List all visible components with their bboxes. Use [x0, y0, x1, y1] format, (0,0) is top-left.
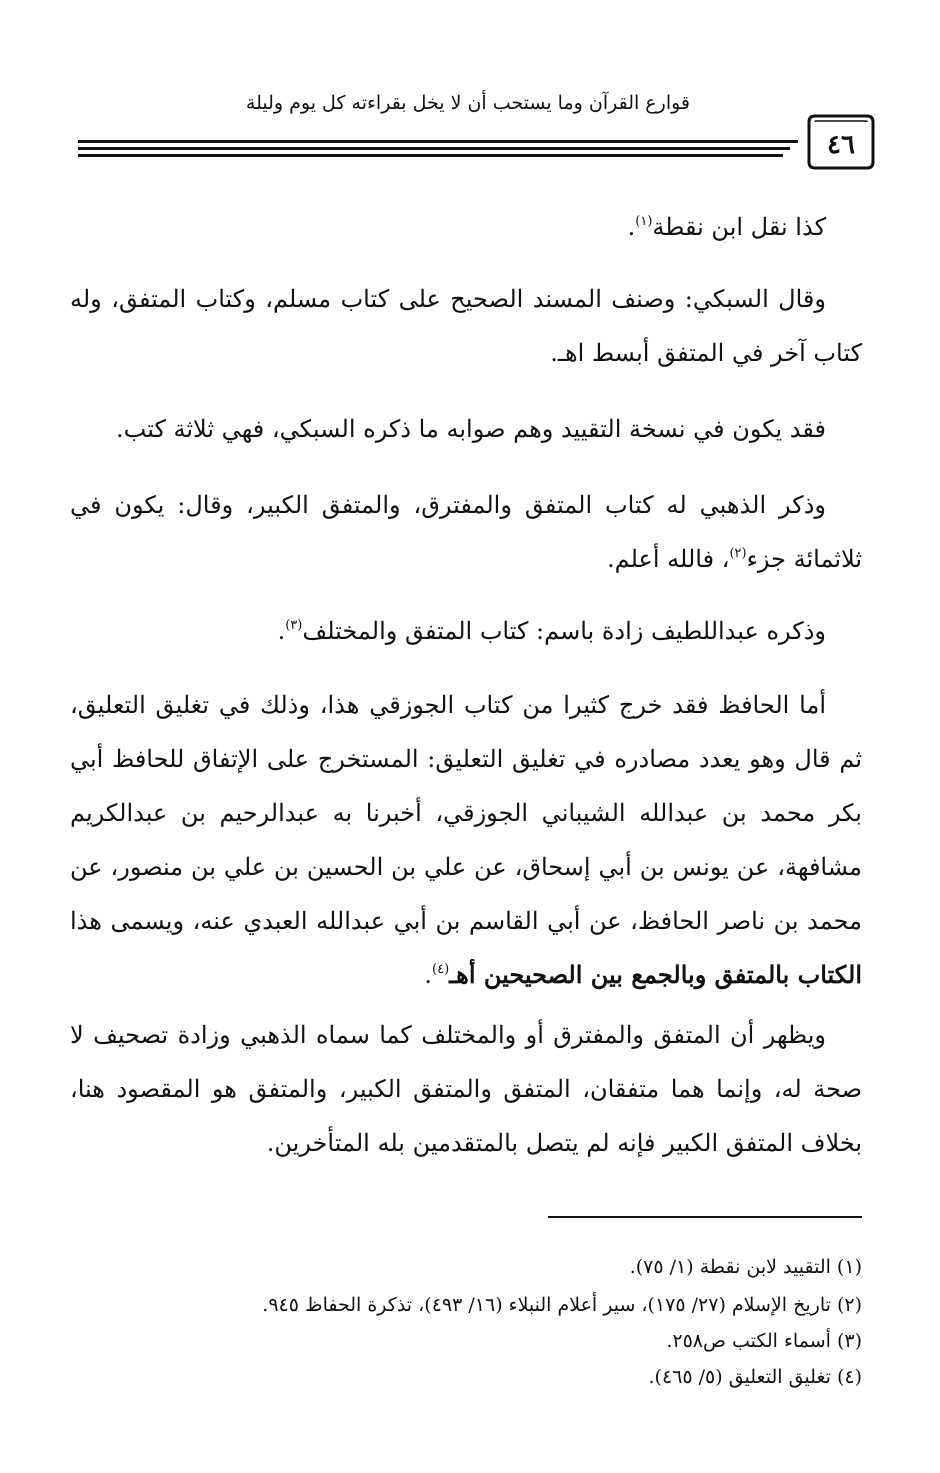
- footnote-ref: (٢): [729, 546, 747, 561]
- paragraph-2: وقال السبكي: وصنف المسند الصحيح على كتاب مسلم، وكتاب المتفق، وله كتاب آخر في المتفق أبسط اهـ.: [70, 285, 862, 367]
- footnote-4: (٤) تغليق التعليق (٥/ ٤٦٥).: [648, 1366, 862, 1388]
- footnote-3: (٣) أسماء الكتب ص٢٥٨.: [666, 1330, 862, 1352]
- paragraph-3: فقد يكون في نسخة التقييد وهم صوابه ما ذكره السبكي، فهي ثلاثة كتب.: [116, 415, 826, 443]
- bold-book-title: الكتاب بالمتفق وبالجمع بين الصحيحين أهـ: [449, 960, 862, 989]
- footnote-ref: (٣): [285, 618, 303, 633]
- footnote-separator: [548, 1216, 862, 1218]
- footnote-ref: (١): [635, 214, 653, 229]
- header-rule: [78, 154, 783, 157]
- footnote-1: (١) التقييد لابن نقطة (١/ ٧٥).: [629, 1256, 862, 1278]
- paragraph-7: ويظهر أن المتفق والمفترق أو والمختلف كما سماه الذهبي وزادة تصحيف لا صحة له، وإنما هما متفقان، المتفق والمتفق الكبير، والمتفق هو المقصود هنا، بخلاف المتفق الكبير فإنه لم يتصل بالمتقدمين بله المتأخرين.: [70, 1021, 862, 1157]
- paragraph-1: كذا نقل ابن نقطة$^{(١)}$.: [627, 213, 826, 241]
- page-number-frame: [803, 112, 879, 172]
- running-header-title: قوارع القرآن وما يستحب أن لا يخل بقراءته كل يوم وليلة: [245, 92, 690, 114]
- footnote-2: (٢) تاريخ الإسلام (٢٧/ ١٧٥)، سير أعلام النبلاء (١٦/ ٤٩٣)، تذكرة الحفاظ ٩٤٥.: [262, 1294, 862, 1316]
- footnote-ref: (٤): [432, 962, 450, 977]
- page-number: ٤٦: [827, 130, 855, 160]
- paragraph-5: وذكره عبداللطيف زادة باسم: كتاب المتفق والمختلف$^{(٣)}$.: [277, 617, 826, 645]
- paragraph-6: أما الحافظ فقد خرج كثيرا من كتاب الجوزقي هذا، وذلك في تغليق التعليق، ثم قال وهو يعدد مصادره في تغليق التعليق: المستخرج على الإتفاق للحافظ أبي بكر محمد بن عبدالله الشيباني الجوزقي، أخبرنا به عبدالرحيم بن عبدالكريم مشافهة، عن يونس بن أبي إسحاق، عن علي بن الحسين بن علي بن منصور، عن محمد بن ناصر الحافظ، عن أبي القاسم بن أبي عبدالله العبدي عنه، ويسمى هذا الكتاب بالمتفق وبالجمع بين الصحيحين أهـ$^{(٤)}$.: [70, 691, 862, 989]
- header-rule: [78, 147, 790, 150]
- header-rule: [78, 140, 798, 143]
- paragraph-4: وذكر الذهبي له كتاب المتفق والمفترق، والمتفق الكبير، وقال: يكون في ثلاثمائة جزء$^{(٢)}$، فالله أعلم.: [70, 491, 862, 573]
